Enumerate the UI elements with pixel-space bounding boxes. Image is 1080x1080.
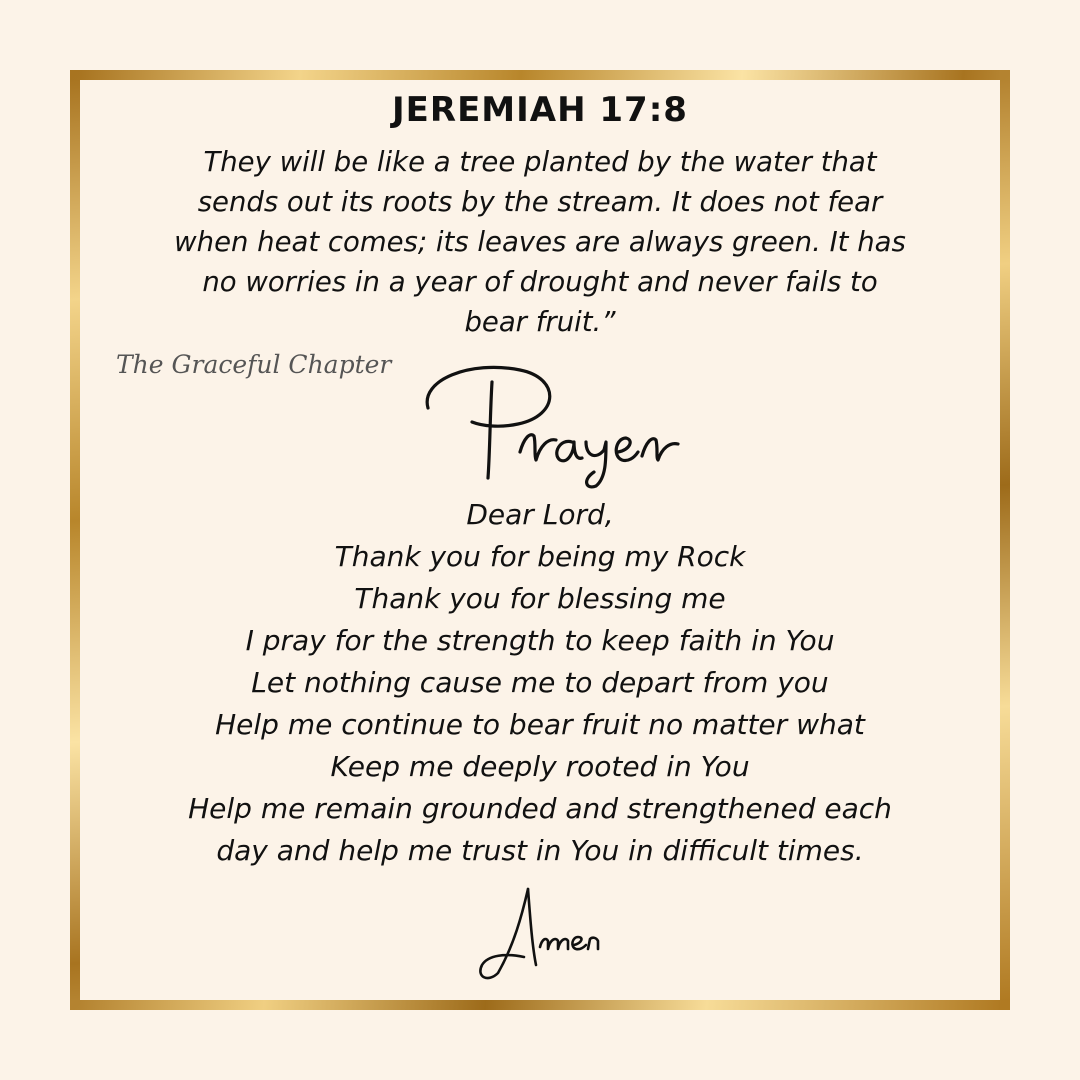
verse-line: sends out its roots by the stream. It does not fear — [197, 186, 883, 218]
prayer-line: Help me remain grounded and strengthened each — [188, 792, 892, 825]
prayer-line: Thank you for blessing me — [354, 582, 726, 615]
prayer-heading — [410, 360, 690, 490]
verse-line: bear fruit.” — [464, 306, 616, 338]
prayer-line: Keep me deeply rooted in You — [330, 750, 750, 783]
prayer-line: Help me continue to bear fruit no matter what — [215, 708, 865, 741]
content-area — [80, 80, 1000, 1000]
prayer-script-lettering — [410, 360, 690, 490]
brand-watermark: The Graceful Chapter — [116, 350, 392, 379]
amen-closing — [470, 885, 610, 985]
amen-script-lettering — [470, 885, 610, 985]
verse-line: when heat comes; its leaves are always green. It has — [174, 226, 906, 258]
prayer-line: day and help me trust in You in difficult times. — [216, 834, 864, 867]
prayer-line: Thank you for being my Rock — [334, 540, 746, 573]
verse-text — [120, 142, 960, 342]
prayer-line: Let nothing cause me to depart from you — [251, 666, 829, 699]
verse-line: They will be like a tree planted by the water that — [203, 146, 877, 178]
prayer-line: I pray for the strength to keep faith in You — [245, 624, 835, 657]
prayer-line: Dear Lord, — [466, 498, 614, 531]
verse-line: no worries in a year of drought and never fails to — [202, 266, 878, 298]
scripture-reference-title: JEREMIAH 17:8 — [392, 90, 688, 130]
prayer-body — [100, 494, 980, 872]
